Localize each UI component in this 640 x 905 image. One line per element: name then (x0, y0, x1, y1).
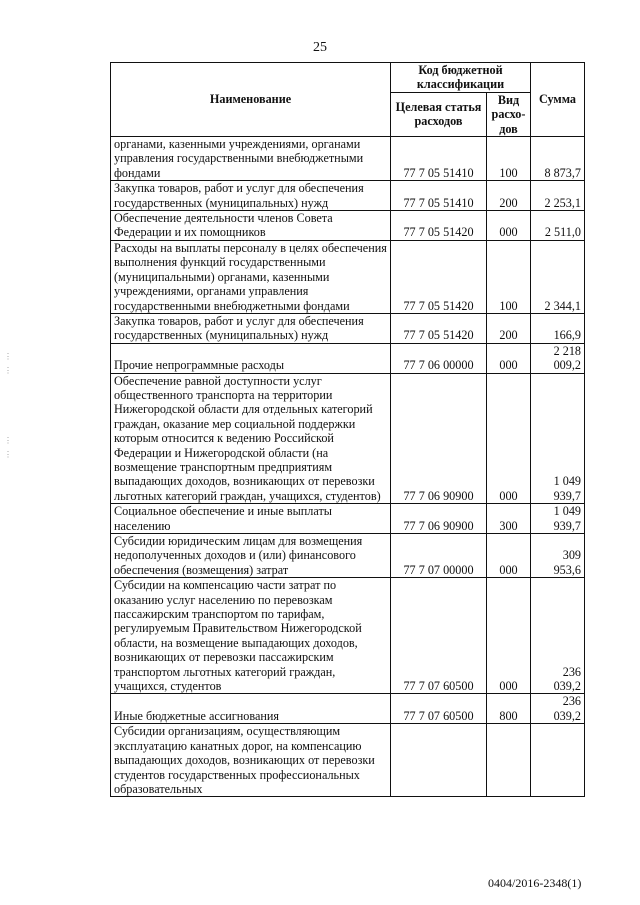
row-name: Закупка товаров, работ и услуг для обеспечения государственных (муниципальных) нужд (111, 181, 391, 211)
row-expense-type: 100 (487, 137, 531, 181)
row-expense-type: 200 (487, 181, 531, 211)
row-name: Социальное обеспечение и иные выплаты населению (111, 504, 391, 534)
row-target-article: 77 7 07 60500 (391, 578, 487, 694)
row-expense-type: 800 (487, 694, 531, 724)
header-expense-type: Вид расхо-дов (487, 92, 531, 136)
table-row (111, 504, 585, 534)
row-amount: 236 039,2 (531, 694, 585, 724)
table-row (111, 373, 585, 504)
row-name: Иные бюджетные ассигнования (111, 694, 391, 724)
row-amount: 309 953,6 (531, 534, 585, 578)
row-amount (531, 724, 585, 797)
table-body (111, 137, 585, 797)
row-expense-type: 000 (487, 373, 531, 504)
header-amount: Сумма (531, 63, 585, 137)
row-amount: 2 253,1 (531, 181, 585, 211)
row-name: Субсидии организациям, осуществляющим эксплуатацию канатных дорог, на компенсацию выпадающих доходов, возникающих от перевозки студентов государственных профессиональных образовательных (111, 724, 391, 797)
row-amount: 1 049 939,7 (531, 504, 585, 534)
row-expense-type: 200 (487, 313, 531, 343)
row-amount: 8 873,7 (531, 137, 585, 181)
row-expense-type: 000 (487, 578, 531, 694)
row-target-article: 77 7 05 51420 (391, 211, 487, 241)
table-row (111, 534, 585, 578)
row-target-article: 77 7 06 90900 (391, 504, 487, 534)
row-name: Субсидии на компенсацию части затрат по оказанию услуг населению по перевозкам пассажирским транспортом по тарифам, регулируемым Правительством Нижегородской области, на возмещение выпадающих доходов, возникающих от перевозки пассажирским транспортом льготных категорий граждан, учащихся, студентов (111, 578, 391, 694)
budget-table (110, 62, 585, 797)
document-code: 0404/2016-2348(1) (488, 876, 582, 890)
row-target-article: 77 7 05 51420 (391, 240, 487, 313)
header-target-article: Целевая статья расходов (391, 92, 487, 136)
row-name: Закупка товаров, работ и услуг для обеспечения государственных (муниципальных) нужд (111, 313, 391, 343)
row-expense-type: 000 (487, 211, 531, 241)
row-target-article: 77 7 07 60500 (391, 694, 487, 724)
margin-marks: ⋮ ⋮ ⋮ ⋮ (4, 352, 12, 459)
row-expense-type: 100 (487, 240, 531, 313)
table-header (111, 63, 585, 137)
header-code-group: Код бюджетной классификации (391, 63, 531, 93)
table-row (111, 181, 585, 211)
row-expense-type: 000 (487, 343, 531, 373)
row-amount: 2 344,1 (531, 240, 585, 313)
row-name: Прочие непрограммные расходы (111, 343, 391, 373)
table-row (111, 694, 585, 724)
page-number: 25 (313, 40, 327, 55)
row-amount: 236 039,2 (531, 578, 585, 694)
header-name: Наименование (111, 63, 391, 137)
row-name: Расходы на выплаты персоналу в целях обеспечения выполнения функций государственными (муниципальными) органами, казенными учреждениями, органами управления государственными внебюджетными фондами (111, 240, 391, 313)
row-name: Обеспечение деятельности членов Совета Федерации и их помощников (111, 211, 391, 241)
row-amount: 2 511,0 (531, 211, 585, 241)
row-target-article: 77 7 05 51410 (391, 181, 487, 211)
table-row (111, 313, 585, 343)
row-amount: 2 218 009,2 (531, 343, 585, 373)
table-row (111, 211, 585, 241)
table-row (111, 724, 585, 797)
table-row (111, 343, 585, 373)
row-expense-type (487, 724, 531, 797)
table-row (111, 578, 585, 694)
row-target-article: 77 7 05 51410 (391, 137, 487, 181)
row-target-article (391, 724, 487, 797)
row-name: Обеспечение равной доступности услуг общественного транспорта на территории Нижегородской области для отдельных категорий граждан, оказание мер социальной поддержки которым относится к ведению Российской Федерации и Нижегородской области (на возмещение транспортным предприятиям выпадающих доходов, возникающих от перевозки льготных категорий граждан, учащихся, студентов) (111, 373, 391, 504)
row-expense-type: 300 (487, 504, 531, 534)
row-target-article: 77 7 06 00000 (391, 343, 487, 373)
row-target-article: 77 7 05 51420 (391, 313, 487, 343)
row-name: Субсидии юридическим лицам для возмещения недополученных доходов и (или) финансового обеспечения (возмещения) затрат (111, 534, 391, 578)
row-name: органами, казенными учреждениями, органами управления государственными внебюджетными фондами (111, 137, 391, 181)
row-amount: 166,9 (531, 313, 585, 343)
row-amount: 1 049 939,7 (531, 373, 585, 504)
table-row (111, 240, 585, 313)
row-expense-type: 000 (487, 534, 531, 578)
row-target-article: 77 7 06 90900 (391, 373, 487, 504)
row-target-article: 77 7 07 00000 (391, 534, 487, 578)
table-row (111, 137, 585, 181)
